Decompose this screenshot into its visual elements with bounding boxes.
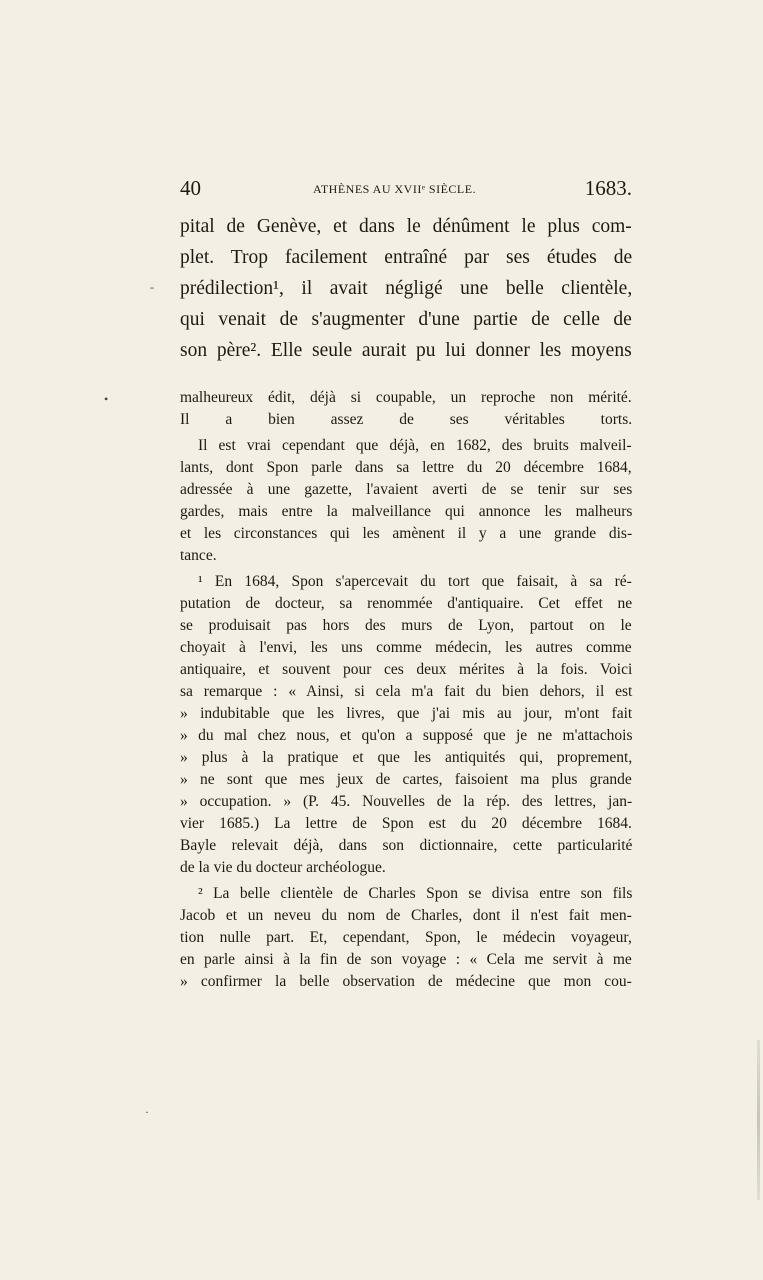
footnote-line: » confirmer la belle observation de médecine que mon cou-: [180, 973, 632, 990]
footnote-line: tance.: [180, 547, 217, 564]
year-heading: 1683.: [584, 176, 632, 200]
margin-mark: ·: [145, 1105, 149, 1119]
footnote-line: en parle ainsi à la fin de son voyage : « Cela me servit à me: [180, 951, 632, 968]
footnote-line: adressée à une gazette, l'avaient averti de se tenir sur ses: [180, 481, 633, 498]
footnote-line: » ne sont que mes jeux de cartes, faisoient ma plus grande: [180, 771, 632, 788]
footnotes: [180, 387, 632, 993]
main-line: qui venait de s'augmenter d'une partie de celle de: [180, 309, 632, 330]
footnote-line: tion nulle part. Et, cependant, Spon, le médecin voyageur,: [180, 929, 632, 946]
footnote-line: » du mal chez nous, et qu'on a supposé que je ne m'attachois: [180, 727, 633, 744]
page-header: [180, 176, 632, 206]
main-line: son père². Elle seule aurait pu lui donner les moyens: [180, 340, 632, 361]
footnote-line: choyait à l'envi, les uns comme médecin, les autres comme: [180, 639, 632, 656]
footnote-2-line: ² La belle clientèle de Charles Spon se divisa entre son fils: [198, 885, 633, 902]
footnote-line: putation de docteur, sa renommée d'antiquaire. Cet effet ne: [180, 595, 633, 612]
footnote-line: sa remarque : « Ainsi, si cela m'a fait du bien dehors, il est: [180, 683, 633, 700]
footnote-line: antiquaire, et souvent pour ces deux mérites à la fois. Voici: [180, 661, 633, 678]
main-line: plet. Trop facilement entraîné par ses études de: [180, 247, 633, 268]
main-text: [180, 211, 632, 366]
footnote-line: Il a bien assez de ses véritables torts.: [180, 411, 633, 428]
footnote-line: malheureux édit, déjà si coupable, un reproche non mérité.: [180, 389, 632, 406]
main-line: prédilection¹, il avait négligé une belle clientèle,: [180, 278, 633, 299]
footnote-line: Il est vrai cependant que déjà, en 1682, des bruits malveil-: [198, 437, 632, 454]
footnote-line: » occupation. » (P. 45. Nouvelles de la rép. des lettres, jan-: [180, 793, 633, 810]
footnote-line: et les circonstances qui les amènent il y a une grande dis-: [180, 525, 633, 542]
main-line: pital de Genève, et dans le dénûment le plus com-: [180, 216, 632, 237]
footnote-line: » plus à la pratique et que les antiquités qui, proprement,: [180, 749, 633, 766]
footnote-line: Jacob et un neveu du nom de Charles, dont il n'est fait men-: [180, 907, 632, 924]
footnote-1-line: ¹ En 1684, Spon s'apercevait du tort que faisait, à sa ré-: [198, 573, 632, 590]
footnote-line: de la vie du docteur archéologue.: [180, 859, 386, 876]
margin-mark: -: [150, 280, 154, 294]
footnote-line: » indubitable que les livres, que j'ai mis au jour, m'ont fait: [180, 705, 633, 722]
footnote-line: lants, dont Spon parle dans sa lettre du 20 décembre 1684,: [180, 459, 632, 476]
margin-mark: •: [104, 392, 109, 406]
running-title: ATHÈNES AU XVIIᵉ SIÈCLE.: [313, 182, 477, 196]
footnote-line: Bayle relevait déjà, dans son dictionnaire, cette particularité: [180, 837, 633, 854]
footnote-line: se produisait pas hors des murs de Lyon, partout on le: [180, 617, 632, 634]
footnote-line: vier 1685.) La lettre de Spon est du 20 décembre 1684.: [180, 815, 632, 832]
page-edge-shadow: [757, 1040, 760, 1200]
footnote-line: gardes, mais entre la malveillance qui annonce les malheurs: [180, 503, 633, 520]
page-number: 40: [180, 176, 201, 200]
